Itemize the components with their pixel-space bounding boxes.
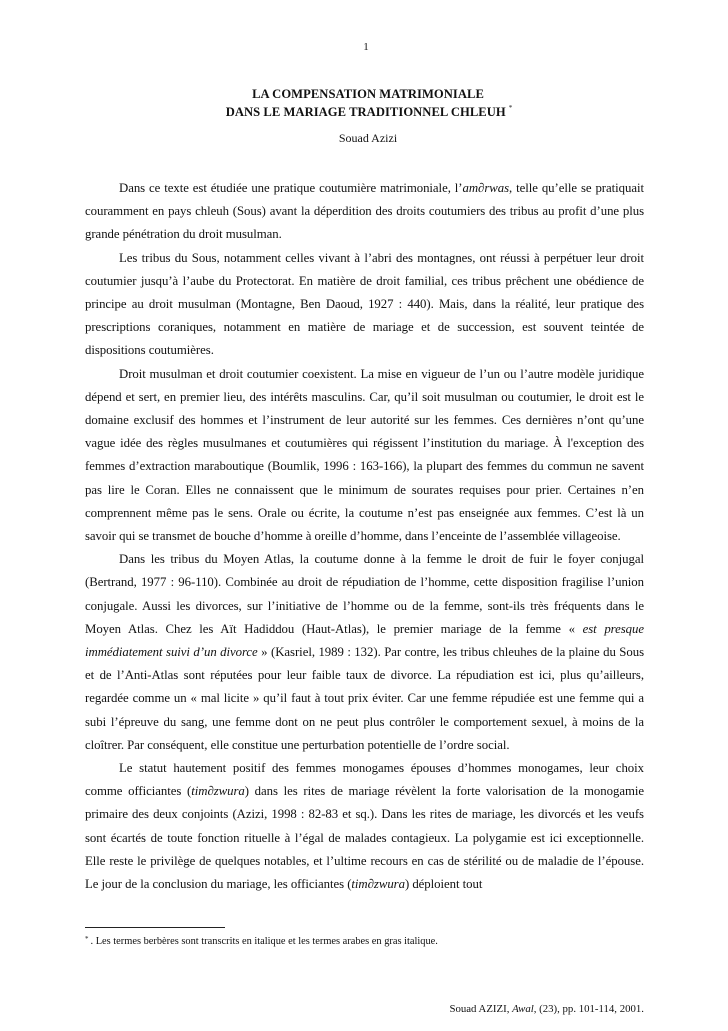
title-footnote-marker[interactable]: * <box>508 104 513 112</box>
footnote-divider <box>85 927 225 928</box>
author-name: Souad Azizi <box>338 131 398 145</box>
paragraph-text: » (Kasriel, 1989 : 132). Par contre, les tribus chleuhes de la plaine du Sous et de l’Anti-Atlas sont réputées pour leur faible taux de divorce. La répudiation est ici, plus qu’ailleurs, regardée comme un « mal licite » qu’il faut à tout prix éviter. Car une femme répudiée est une femme qui a subi l’épreuve du sang, une femme dont on ne peut plus contrôler le comportement sexuel, à moins de la cloîtrer. Par conséquent, elle constitue une perturbation potentielle de l’ordre social. <box>85 645 644 752</box>
italic-term: tim∂zwura <box>191 784 245 799</box>
italic-term: am∂rwas <box>462 181 510 195</box>
footnote-marker: * <box>85 935 89 943</box>
article-body <box>85 177 644 896</box>
italic-term: tim∂zwura <box>351 877 405 892</box>
article-title-line-1: LA COMPENSATION MATRIMONIALE <box>252 87 484 101</box>
citation-suffix: , (23), pp. 101-114, 2001. <box>533 1003 644 1015</box>
paragraph-text: Les tribus du Sous, notamment celles vivant à l’abri des montagnes, ont réussi à perpétuer leur droit coutumier jusqu’à l’aube du Protectorat. En matière de droit familial, ces tribus prêchent une obédience de principe au droit musulman (Montagne, Ben Daoud, 1927 : 440). Mais, dans la réalité, leur pratique des prescriptions coraniques, notamment en matière de mariage et de succession, est souvent teintée de dispositions coutumières. <box>85 250 644 358</box>
paragraph-text: , telle qu’elle se pratiquait couramment en pays chleuh (Sous) avant la déperdition des droits coutumiers des tribus au profit d’une plus grande pénétration du droit musulman. <box>85 181 644 242</box>
paragraph-text: Dans ce texte est étudiée une pratique coutumière matrimoniale, l’ <box>119 181 463 195</box>
article-title-line-2 <box>0 101 728 119</box>
paragraph-text: Droit musulman et droit coutumier coexistent. La mise en vigueur de l’un ou l’autre modèle juridique dépend et sert, en premier lieu, des intérêts masculins. Car, qu’il soit musulman ou coutumier, le droit est le domaine exclusif des hommes et l’instrument de leur autorité sur les femmes. Ces dernières n’ont qu’une vague idée des règles musulmanes et coutumières qui régissent l’institution du mariage. À l'exception des femmes d’extraction maraboutique (Boumlik, 1996 : 163-166), la plupart des femmes du commun ne savent pas lire le Coran. Elles ne connaissent que le minimum de sourates requises pour prier. Certaines n’en comprennent même pas le sens. Orale ou écrite, la coutume n’est pas enseignée aux femmes. C’est là un savoir qui se transmet de bouche d’homme à oreille d’homme, dans l’enceinte de l’assemblée villageoise. <box>85 366 644 544</box>
footnote <box>85 933 645 948</box>
body-paragraph <box>85 548 644 757</box>
body-paragraph <box>85 177 644 247</box>
page-number: 1 <box>363 41 369 53</box>
paragraph-text: ) dans les rites de mariage révèlent la forte valorisation de la monogamie primaire des deux conjoints (Azizi, 1998 : 82-83 et sq.). Dans les rites de mariage, les divorcés et les veufs sont écartés de toute fonction rituelle à l’égal de malades contagieux. La polygamie est ici exceptionnelle. Elle reste le privilège de quelques notables, et l’ultime recours en cas de stérilité ou de maladie de l’épouse. Le jour de la conclusion du mariage, les officiantes ( <box>85 784 644 892</box>
citation-journal: Awal <box>512 1003 534 1015</box>
paragraph-text: ) déploient tout <box>404 877 483 892</box>
body-paragraph <box>85 363 644 549</box>
paragraph-text: Dans les tribus du Moyen Atlas, la coutume donne à la femme le droit de fuir le foyer conjugal (Bertrand, 1977 : 96-110). Combinée au droit de répudiation de l’homme, cette disposition fragilise l’union conjugale. Aussi les divorces, sur l’initiative de l’homme ou de la femme, sont-ils très fréquents dans le Moyen Atlas. Chez les Aït Hadiddou (Haut-Atlas), le premier mariage de la femme « <box>85 552 644 636</box>
footnote-text: . Les termes berbères sont transcrits en italique et les termes arabes en gras italique. <box>90 936 438 947</box>
body-paragraph <box>85 757 644 896</box>
body-paragraph <box>85 247 644 363</box>
citation-prefix: Souad AZIZI, <box>449 1003 513 1015</box>
paragraph-text: Le statut hautement positif des femmes monogames épouses d’hommes monogames, leur choix comme officiantes ( <box>85 761 644 799</box>
article-title-line-2-text: DANS LE MARIAGE TRADITIONNEL CHLEUH <box>225 105 506 119</box>
italic-term: est presque immédiatement suivi d’un divorce <box>85 621 645 660</box>
title-block <box>0 87 728 146</box>
citation-line <box>449 1003 644 1015</box>
